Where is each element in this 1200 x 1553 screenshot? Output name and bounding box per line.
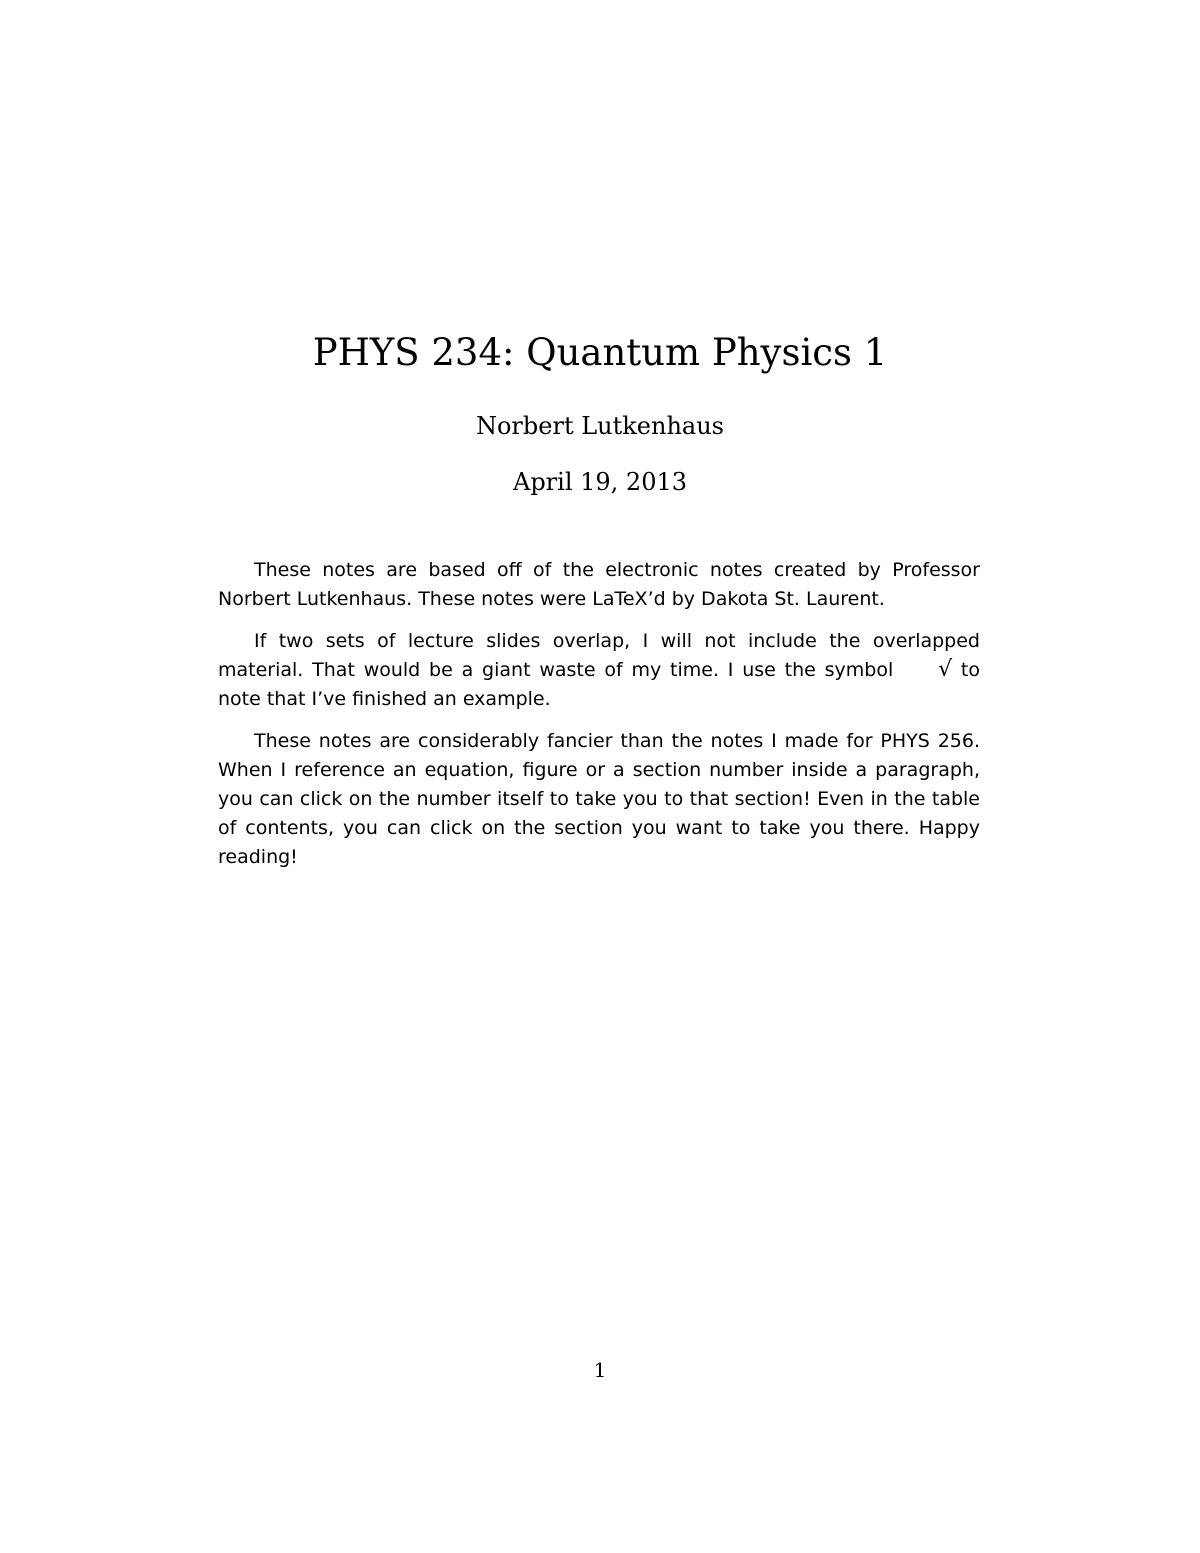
paragraph-navigation-note: These notes are considerably fancier than the notes I made for PHYS 256. When I reference an equation, figure or a section number inside a paragraph, you can click on the number itself to take you to that section! Even in the table of contents, you can click on the section you want to take you there. Happy reading! [218,730,980,868]
preface-text [218,556,980,885]
paragraph-overlap-text-before: If two sets of lecture slides overlap, I will not include the overlapped material. That would be a giant waste of my time. I use the symbol [218,630,980,681]
paragraph-notes-origin: These notes are based off of the electronic notes created by Professor Norbert Lutkenhaus. These notes were LaTeX’d by Dakota St. Laurent. [218,559,980,610]
document-author: Norbert Lutkenhaus [475,412,724,440]
checkmark-symbol-icon: √ [938,657,953,682]
paragraph-overlap-note [218,627,980,714]
document-date: April 19, 2013 [512,468,688,496]
page-number: 1 [593,1358,607,1382]
document-title: PHYS 234: Quantum Physics 1 [312,331,888,374]
paragraph-overlap-text-after: to note that I’ve finished an example. [218,659,980,710]
